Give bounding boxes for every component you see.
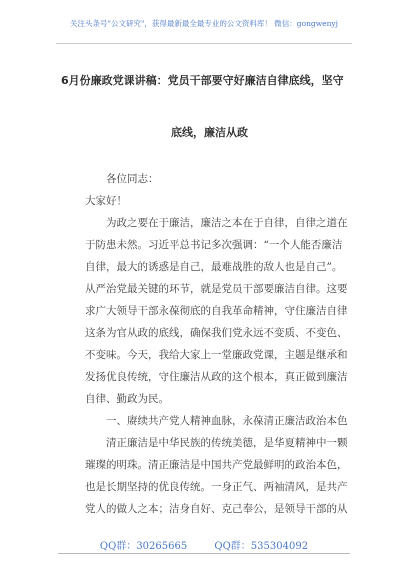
document-body	[85, 168, 355, 520]
salutation-line: 各位同志：	[106, 173, 159, 185]
footer-qq-group-2: QQ群：535304092	[214, 541, 309, 552]
paragraph-line: 也是长期坚持的优良传统。一身正气、两袖清风，是共产	[85, 481, 348, 493]
page-header-banner: 关注头条号"公文研究"，获得最新最全最专业的公文资料库！ 微信：gongwenyj	[70, 19, 338, 28]
paragraph-line: 为政之要在于廉洁，廉洁之本在于自律，自律之道在	[106, 217, 348, 229]
paragraph-line: 发扬优良传统，守住廉洁从政的这个根本，真正做到廉洁	[85, 371, 348, 383]
paragraph-line: 这条为官从政的底线，确保我们党永远不变质、不变色、	[85, 327, 348, 339]
page-footer	[0, 537, 408, 552]
header-divider	[56, 43, 352, 44]
paragraph-line: 璀璨的明珠。清正廉洁是中国共产党最鲜明的政治本色，	[85, 459, 348, 471]
paragraph-2	[85, 432, 355, 520]
paragraph-line: 求广大领导干部永葆彻底的自我革命精神，守住廉洁自律	[85, 305, 348, 317]
footer-qq-group-1: QQ群：30265665	[99, 541, 188, 552]
footer-divider	[58, 553, 350, 554]
paragraph-line: 清正廉洁是中华民族的传统美德，是华夏精神中一颗	[106, 437, 348, 449]
document-title-line-1: 6月份廉政党课讲稿：党员干部要守好廉洁自律底线，坚守	[61, 74, 344, 87]
paragraph-line: 于防患未然。习近平总书记多次强调：“一个人能否廉洁	[85, 239, 343, 251]
paragraph-1	[85, 212, 355, 410]
section-heading-1: 一、赓续共产党人精神血脉，永葆清正廉洁政治本色	[106, 415, 348, 427]
paragraph-line: 从严治党最关键的环节，就是党员干部要廉洁自律。这要	[85, 283, 348, 295]
paragraph-line: 党人的做人之本；洁身自好、克己奉公，是领导干部的从	[85, 503, 348, 515]
paragraph-line: 不变味。今天，我给大家上一堂廉政党课，主题是继承和	[85, 349, 348, 361]
paragraph-line: 自律，最大的诱惑是自己，最难战胜的敌人也是自己”。	[85, 261, 343, 273]
greeting-line: 大家好！	[85, 195, 127, 207]
document-title-line-2: 底线，廉洁从政	[171, 126, 248, 139]
paragraph-line: 自律、勤政为民。	[85, 393, 169, 405]
